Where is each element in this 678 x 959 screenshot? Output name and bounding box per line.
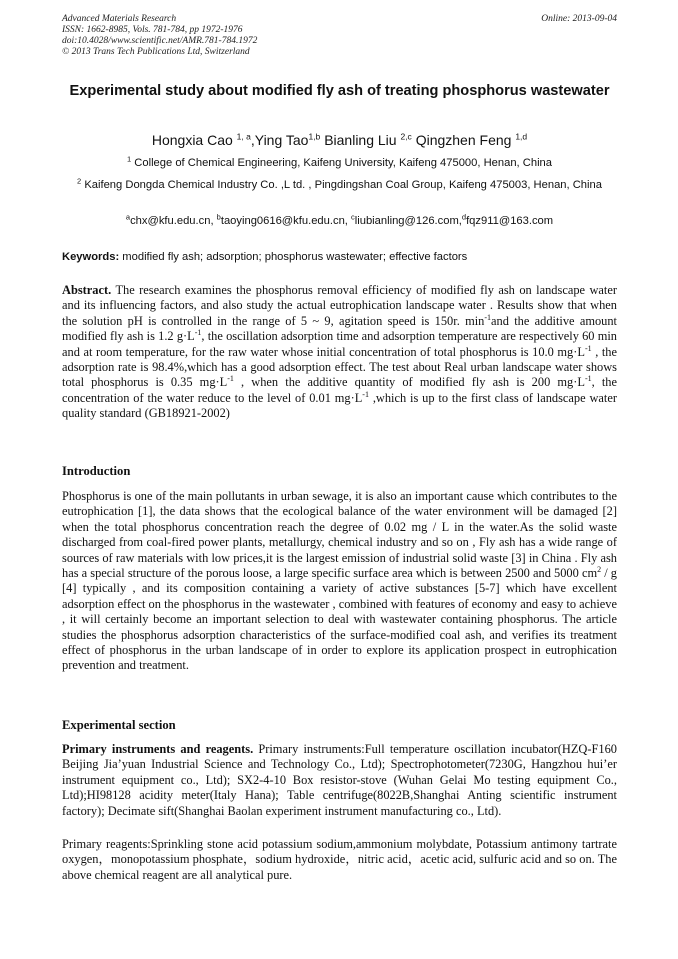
superscript: -1	[584, 343, 592, 353]
instruments-text: Primary instruments:Full temperature oscillation incubator(HZQ-F160 Beijing Jia’yuan Industrial Science and Technology Co., Ltd); Spectrophotometer(7230G, Hangzhou hui’er instrument equipment co., Ltd); SX2-4-10 Box resistor-stove (Wuhan Gelai Mo testing equipment Co., Ltd);HI98128 acidity meter(Italy Hana); Table centrifuge(8022B,Shanghai Anting scientific instrument factory); Decimate sift(Shanghai Baolan experiment instrument manufacturing co., Ltd).	[62, 742, 617, 818]
affiliation-mark: 1	[127, 154, 132, 164]
reagents-text: Primary reagents:Sprinkling stone acid potassium sodium,ammonium molybdate, Potassium antimony tartrate oxygen，monopotassium phosphate，sodium hydroxide，nitric acid，acetic acid, sulfuric acid and so on. The above chemical reagent are all analytical pure.	[62, 837, 617, 882]
abstract-text: , when the additive quantity of modified fly ash is 200 mg·L	[233, 375, 585, 390]
affiliation-mark: 2	[77, 176, 82, 186]
author-sep: ,	[250, 132, 255, 148]
author-mark: 1,d	[515, 131, 528, 142]
superscript: -1	[227, 374, 234, 384]
email-mark: a	[125, 212, 131, 222]
affiliation-text: Kaifeng Dongda Chemical Industry Co. ,L td. , Pingdingshan Coal Group, Kaifeng 475003, Henan, China	[84, 179, 602, 191]
superscript: -1	[194, 328, 202, 338]
email-mark: d	[461, 212, 467, 222]
author-mark: 1, a	[236, 131, 251, 142]
email-mark: b	[216, 212, 221, 222]
issn-line: ISSN: 1662-8985, Vols. 781-784, pp 1972-1976	[62, 25, 243, 35]
journal-name: Advanced Materials Research	[62, 14, 177, 24]
author-mark: 1,b	[308, 131, 321, 142]
author-list	[62, 131, 617, 149]
author-name: Ying Tao	[254, 132, 309, 148]
superscript: -1	[584, 374, 592, 384]
author-mark: 2,c	[400, 131, 412, 142]
abstract-text: , the oscillation adsorption time and adsorption temperature are respectively 60 min and at room temperature, for the raw water whose initial concentration of total phosphorus is 10.0 mg·L	[62, 329, 617, 359]
abstract-label: Abstract.	[62, 283, 112, 297]
email-list	[62, 214, 617, 228]
doi-line: doi:10.4028/www.scientific.net/AMR.781-784.1972	[62, 36, 258, 46]
abstract-text: The research examines the phosphorus removal efficiency of modified fly ash on landscape water and its influencing factors, and also study the actual eutrophication landscape water . Results show that when the solution pH is controlled in the range of 5 ~ 9, agitation speed is 150r. min	[62, 283, 617, 328]
email-mark: c	[351, 212, 355, 222]
superscript: -1	[484, 312, 492, 322]
instruments-paragraph	[62, 742, 617, 819]
experimental-heading: Experimental section	[62, 718, 176, 732]
journal-header	[62, 14, 617, 58]
email-link[interactable]: liubianling@126.com,	[354, 215, 462, 227]
email-link[interactable]: chx@kfu.edu.cn,	[130, 215, 217, 227]
author-name: Bianling Liu	[324, 132, 397, 148]
abstract-text: ,which is up to the first class of landscape water quality standard (GB18921-2002)	[62, 390, 617, 421]
keywords-line	[62, 250, 617, 264]
online-date: Online: 2013-09-04	[541, 14, 617, 24]
keywords-text: modified fly ash; adsorption; phosphorus wastewater; effective factors	[119, 251, 468, 263]
abstract-paragraph	[62, 283, 617, 422]
affiliation-2	[62, 178, 617, 193]
introduction-text: / g [4] typically , and its composition containing a variety of active substances [5-7] which have excellent adsorption effect on the phosphorus in the wastewater , combined with features of economy and easy to achieve , it will certainly become an important selection to deal with wastewater containing phosphorus. The article studies the phosphorus adsorption characteristics of the surface-modified coal ash, and verifies its treatment effect of phosphorus in the urban landscape of in order to explore its application prospect in eutrophication prevention and treatment.	[62, 566, 617, 673]
copyright-line: © 2013 Trans Tech Publications Ltd, Switzerland	[62, 47, 250, 57]
introduction-paragraph	[62, 489, 617, 674]
superscript: -1	[362, 389, 369, 399]
abstract-text: , the adsorption rate is 98.4%,which has a good adsorption effect. The test about Real urban landscape water shows total phosphorus is 0.35 mg·L	[62, 344, 617, 390]
author-name: Hongxia Cao	[151, 132, 233, 148]
affiliation-1	[62, 156, 617, 171]
keywords-label: Keywords:	[62, 251, 120, 263]
affiliation-text: College of Chemical Engineering, Kaifeng University, Kaifeng 475000, Henan, China	[134, 157, 552, 169]
superscript: 2	[597, 564, 602, 574]
author-name: Qingzhen Feng	[415, 132, 512, 148]
introduction-heading: Introduction	[62, 464, 131, 478]
introduction-text: Phosphorus is one of the main pollutants in urban sewage, it is also an important cause which contributes to the eutrophication [1], the data shows that the ecological balance of the water environment will be damaged [2] when the total phosphorus concentration reach the degree of 0.02 mg / L in the water.As the solid waste discharged from coal-fired power plants, metallurgy, chemical industry and so on , Fly ash has a wide range of sources of raw materials with low prices,it is the largest emission of industrial solid waste [3] in China . Fly ash has a special structure of the porous loose, a large specific surface area which is between 2500 and 5000 cm	[62, 489, 617, 581]
reagents-paragraph	[62, 837, 617, 883]
instruments-label: Primary instruments and reagents.	[62, 742, 254, 756]
paper-title: Experimental study about modified fly ash of treating phosphorus wastewater	[69, 83, 610, 99]
email-link[interactable]: taoying0616@kfu.edu.cn,	[220, 215, 352, 227]
email-link[interactable]: fqz911@163.com	[466, 215, 554, 227]
abstract-text: , the concentration of the water reduce to the level of 0.01 mg·L	[62, 375, 617, 405]
abstract-text: and the additive amount modified fly ash is 1.2 g·L	[62, 313, 618, 344]
